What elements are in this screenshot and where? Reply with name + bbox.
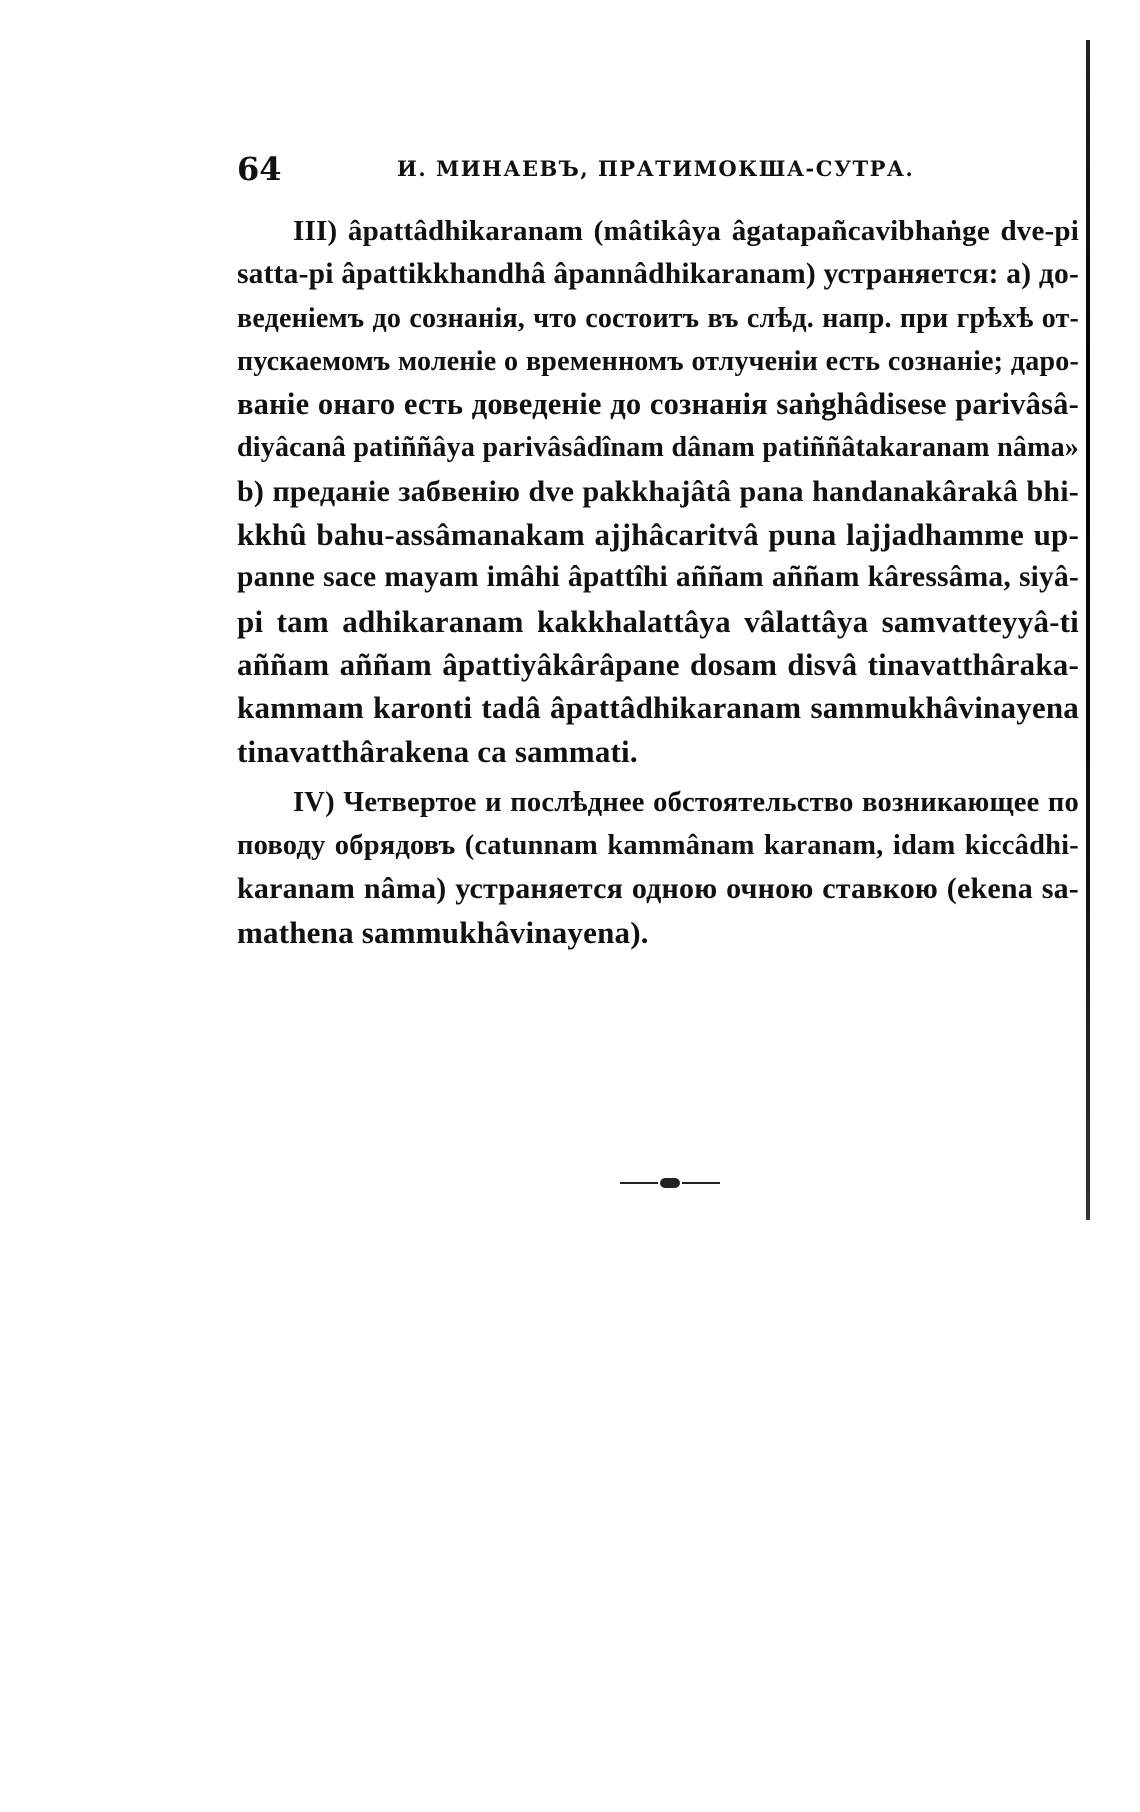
ornament-center: [660, 1178, 680, 1188]
ornament-rule-right: [682, 1182, 720, 1184]
text-line: aññam aññam âpattiyâkârâpane dosam disvâ tinavatthâraka-: [237, 646, 1079, 682]
text-line: kammam karonti tadâ âpattâdhikaranam sammukhâvinayena: [237, 690, 1079, 726]
page-number: 64: [237, 150, 282, 188]
text-line: пускаемомъ моленіе о временномъ отлученіи есть сознаніе; даро-: [237, 345, 1079, 377]
body-text: [237, 210, 1079, 954]
page-edge-shadow: [1086, 40, 1090, 1220]
text-line: pi tam adhikaranam kakkhalattâya vâlattâya samvatteyyâ-ti: [237, 603, 1079, 639]
text-line: kkhû bahu-assâmanakam ajjhâcaritvâ puna lajjadhamme up-: [237, 517, 1079, 553]
paragraph-iii: [237, 210, 1079, 773]
running-head: [237, 150, 1067, 190]
text-line: b) преданіе забвенію dve pakkhajâtâ pana handanakârakâ bhi-: [237, 474, 1079, 508]
text-line: satta-pi âpattikkhandhâ âpannâdhikaranam) устраняется: a) до-: [237, 258, 1079, 291]
text-line: поводу обрядовъ (catunnam kammânam karanam, idam kiccâdhi-: [237, 830, 1079, 862]
running-title: И. МИНАЕВЪ, ПРАТИМОКША-СУТРА.: [397, 156, 915, 181]
text-line: tinavatthârakena ca sammati.: [237, 733, 638, 769]
text-line: karanam nâma) устраняется одною очною ставкою (ekena sa-: [237, 872, 1079, 906]
text-line: ваніе онаго есть доведеніе до сознанія saṅghâdisese parivâsâ-: [237, 387, 1079, 422]
text-line: diyâcanâ patiññâya parivâsâdînam dânam patiññâtakaranam nâma»: [237, 432, 1079, 464]
text-line: веденіемъ до сознанія, что состоитъ въ слѣд. напр. при грѣхѣ от-: [237, 302, 1079, 334]
ornament-rule-left: [620, 1182, 658, 1184]
end-ornament: [620, 1177, 720, 1189]
text-line: III) âpattâdhikaranam (mâtikâya âgatapañcavibhaṅge dve-pi: [293, 215, 1079, 247]
text-line: mathena sammukhâvinayena).: [237, 914, 649, 950]
text-line: IV) Четвертое и послѣднее обстоятельство возникающее по: [293, 786, 1079, 818]
text-line: panne sace mayam imâhi âpattîhi aññam aññam kâressâma, siyâ-: [237, 561, 1079, 594]
paragraph-iv: [237, 781, 1079, 954]
paragraph-gap: [237, 773, 1079, 781]
